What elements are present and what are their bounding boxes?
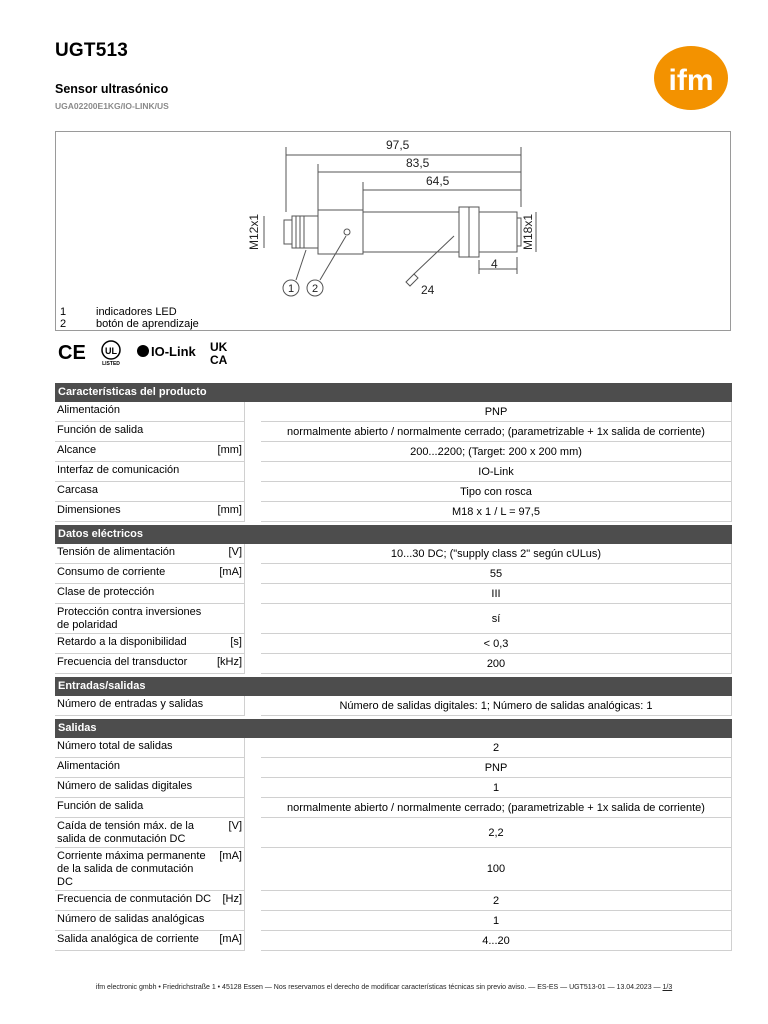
culus-mark: [102, 341, 120, 367]
spec-row: [55, 564, 732, 584]
legend-text: botón de aprendizaje: [96, 317, 199, 330]
callout-1: 1: [288, 283, 295, 295]
spec-gap: [245, 442, 261, 462]
spec-unit: [212, 778, 245, 798]
legend-item: [60, 319, 199, 331]
svg-text:LISTED: LISTED: [102, 361, 120, 367]
product-title: UGT513: [55, 40, 129, 61]
product-subtitle: Sensor ultrasónico: [55, 82, 169, 96]
spec-label: Consumo de corriente: [55, 564, 212, 584]
svg-text:IO-Link: IO-Link: [151, 344, 196, 359]
dim-total-length: 97,5: [386, 138, 410, 152]
spec-label: Caída de tensión máx. de la salida de conmutación DC: [55, 818, 212, 848]
spec-value: < 0,3: [261, 634, 732, 654]
spec-label: Protección contra inversiones de polaridad: [55, 604, 212, 634]
spec-gap: [245, 402, 261, 422]
page-link[interactable]: 1/3: [662, 984, 673, 991]
spec-gap: [245, 654, 261, 674]
spec-label: Alcance: [55, 442, 212, 462]
spec-table: [55, 383, 732, 951]
section-header: Datos eléctricos: [55, 525, 732, 544]
spec-unit: [212, 798, 245, 818]
spec-label: Retardo a la disponibilidad: [55, 634, 212, 654]
spec-value: IO-Link: [261, 462, 732, 482]
spec-gap: [245, 584, 261, 604]
spec-row: [55, 758, 732, 778]
spec-gap: [245, 634, 261, 654]
spec-row: [55, 891, 732, 911]
spec-unit: [212, 584, 245, 604]
dim-length-2: 83,5: [406, 156, 430, 170]
spec-value: M18 x 1 / L = 97,5: [261, 502, 732, 522]
dim-m18: M18x1: [521, 213, 535, 251]
spec-value: 55: [261, 564, 732, 584]
logo-text: ifm: [668, 64, 714, 97]
footer-text: ifm electronic gmbh • Friedrichstraße 1 • 45128 Essen — Nos reservamos el derecho de modificar características técnicas sin previo aviso. — ES-ES — UGT513-01 — 13.04.2023 —: [95, 984, 661, 991]
spec-unit: [212, 462, 245, 482]
spec-row: [55, 502, 732, 522]
spec-label: Interfaz de comunicación: [55, 462, 212, 482]
legend-number: 2: [60, 317, 67, 330]
spec-gap: [245, 758, 261, 778]
spec-unit: [212, 738, 245, 758]
spec-row: [55, 738, 732, 758]
spec-gap: [245, 696, 261, 716]
legend-text: indicadores LED: [96, 306, 177, 318]
spec-unit: [mm]: [212, 442, 245, 462]
spec-label: Número de salidas digitales: [55, 778, 212, 798]
spec-gap: [245, 604, 261, 634]
spec-unit: [212, 758, 245, 778]
legend-item: [60, 307, 199, 319]
spec-label: Frecuencia del transductor: [55, 654, 212, 674]
spec-unit: [mA]: [212, 931, 245, 951]
product-code: UGA02200E1KG/IO-LINK/US: [55, 101, 169, 111]
svg-text:UK: UK: [210, 340, 228, 354]
spec-value: 1: [261, 911, 732, 931]
spec-value: 2,2: [261, 818, 732, 848]
spec-row: [55, 848, 732, 891]
spec-unit: [mA]: [212, 564, 245, 584]
spec-unit: [212, 422, 245, 442]
ukca-mark: [210, 340, 228, 367]
spec-gap: [245, 848, 261, 891]
spec-gap: [245, 931, 261, 951]
spec-gap: [245, 818, 261, 848]
spec-gap: [245, 544, 261, 564]
dim-wrench: 24: [421, 283, 435, 297]
spec-value: Tipo con rosca: [261, 482, 732, 502]
dim-m12: M12x1: [247, 213, 261, 251]
spec-value: III: [261, 584, 732, 604]
section-header: Salidas: [55, 719, 732, 738]
spec-row: [55, 402, 732, 422]
spec-row: [55, 778, 732, 798]
spec-value: 2: [261, 738, 732, 758]
io-link-mark: [137, 344, 197, 359]
ce-mark: CE: [58, 342, 86, 364]
section-header: Entradas/salidas: [55, 677, 732, 696]
spec-gap: [245, 778, 261, 798]
spec-value: sí: [261, 604, 732, 634]
spec-unit: [212, 696, 245, 716]
spec-value: 4...20: [261, 931, 732, 951]
spec-unit: [V]: [212, 544, 245, 564]
spec-unit: [212, 604, 245, 634]
spec-label: Tensión de alimentación: [55, 544, 212, 564]
spec-label: Frecuencia de conmutación DC: [55, 891, 212, 911]
spec-value: normalmente abierto / normalmente cerrado; (parametrizable + 1x salida de corriente): [261, 798, 732, 818]
callout-2: 2: [312, 283, 319, 295]
spec-label: Dimensiones: [55, 502, 212, 522]
spec-value: Número de salidas digitales: 1; Número de salidas analógicas: 1: [261, 696, 732, 716]
spec-unit: [212, 911, 245, 931]
legend-number: 1: [60, 306, 67, 318]
spec-label: Función de salida: [55, 422, 212, 442]
dimension-drawing: [55, 131, 731, 331]
dim-length-3: 64,5: [426, 174, 450, 188]
drawing-legend: [60, 307, 199, 330]
spec-label: Salida analógica de corriente: [55, 931, 212, 951]
spec-row: [55, 482, 732, 502]
spec-gap: [245, 798, 261, 818]
spec-label: Corriente máxima permanente de la salida de conmutación DC: [55, 848, 212, 891]
page-footer: [0, 984, 768, 991]
spec-label: Clase de protección: [55, 584, 212, 604]
svg-text:UL: UL: [105, 346, 117, 356]
spec-gap: [245, 911, 261, 931]
spec-gap: [245, 502, 261, 522]
spec-label: Alimentación: [55, 402, 212, 422]
spec-row: [55, 931, 732, 951]
spec-value: 100: [261, 848, 732, 891]
spec-label: Número de entradas y salidas: [55, 696, 212, 716]
spec-row: [55, 462, 732, 482]
spec-row: [55, 422, 732, 442]
spec-value: 200: [261, 654, 732, 674]
spec-row: [55, 442, 732, 462]
spec-row: [55, 584, 732, 604]
spec-label: Alimentación: [55, 758, 212, 778]
spec-label: Carcasa: [55, 482, 212, 502]
spec-row: [55, 798, 732, 818]
spec-unit: [kHz]: [212, 654, 245, 674]
spec-unit: [V]: [212, 818, 245, 848]
spec-unit: [212, 402, 245, 422]
spec-label: Número de salidas analógicas: [55, 911, 212, 931]
spec-label: Número total de salidas: [55, 738, 212, 758]
dim-nut: 4: [491, 257, 498, 271]
spec-unit: [mm]: [212, 502, 245, 522]
spec-row: [55, 818, 732, 848]
spec-value: 200...2200; (Target: 200 x 200 mm): [261, 442, 732, 462]
spec-gap: [245, 891, 261, 911]
spec-unit: [s]: [212, 634, 245, 654]
certification-logos: [58, 338, 258, 368]
spec-row: [55, 544, 732, 564]
ifm-logo: [653, 45, 729, 111]
spec-row: [55, 696, 732, 716]
spec-value: PNP: [261, 402, 732, 422]
spec-row: [55, 911, 732, 931]
spec-unit: [Hz]: [212, 891, 245, 911]
spec-label: Función de salida: [55, 798, 212, 818]
sensor-drawing: [56, 132, 730, 302]
spec-row: [55, 604, 732, 634]
spec-row: [55, 654, 732, 674]
spec-unit: [212, 482, 245, 502]
spec-row: [55, 634, 732, 654]
spec-value: normalmente abierto / normalmente cerrado; (parametrizable + 1x salida de corriente): [261, 422, 732, 442]
section-header: Características del producto: [55, 383, 732, 402]
spec-gap: [245, 564, 261, 584]
spec-gap: [245, 738, 261, 758]
spec-value: 10...30 DC; ("supply class 2" según cULus): [261, 544, 732, 564]
spec-gap: [245, 462, 261, 482]
spec-unit: [mA]: [212, 848, 245, 891]
spec-value: 2: [261, 891, 732, 911]
spec-gap: [245, 422, 261, 442]
spec-value: 1: [261, 778, 732, 798]
spec-value: PNP: [261, 758, 732, 778]
spec-gap: [245, 482, 261, 502]
svg-text:CA: CA: [210, 353, 228, 367]
